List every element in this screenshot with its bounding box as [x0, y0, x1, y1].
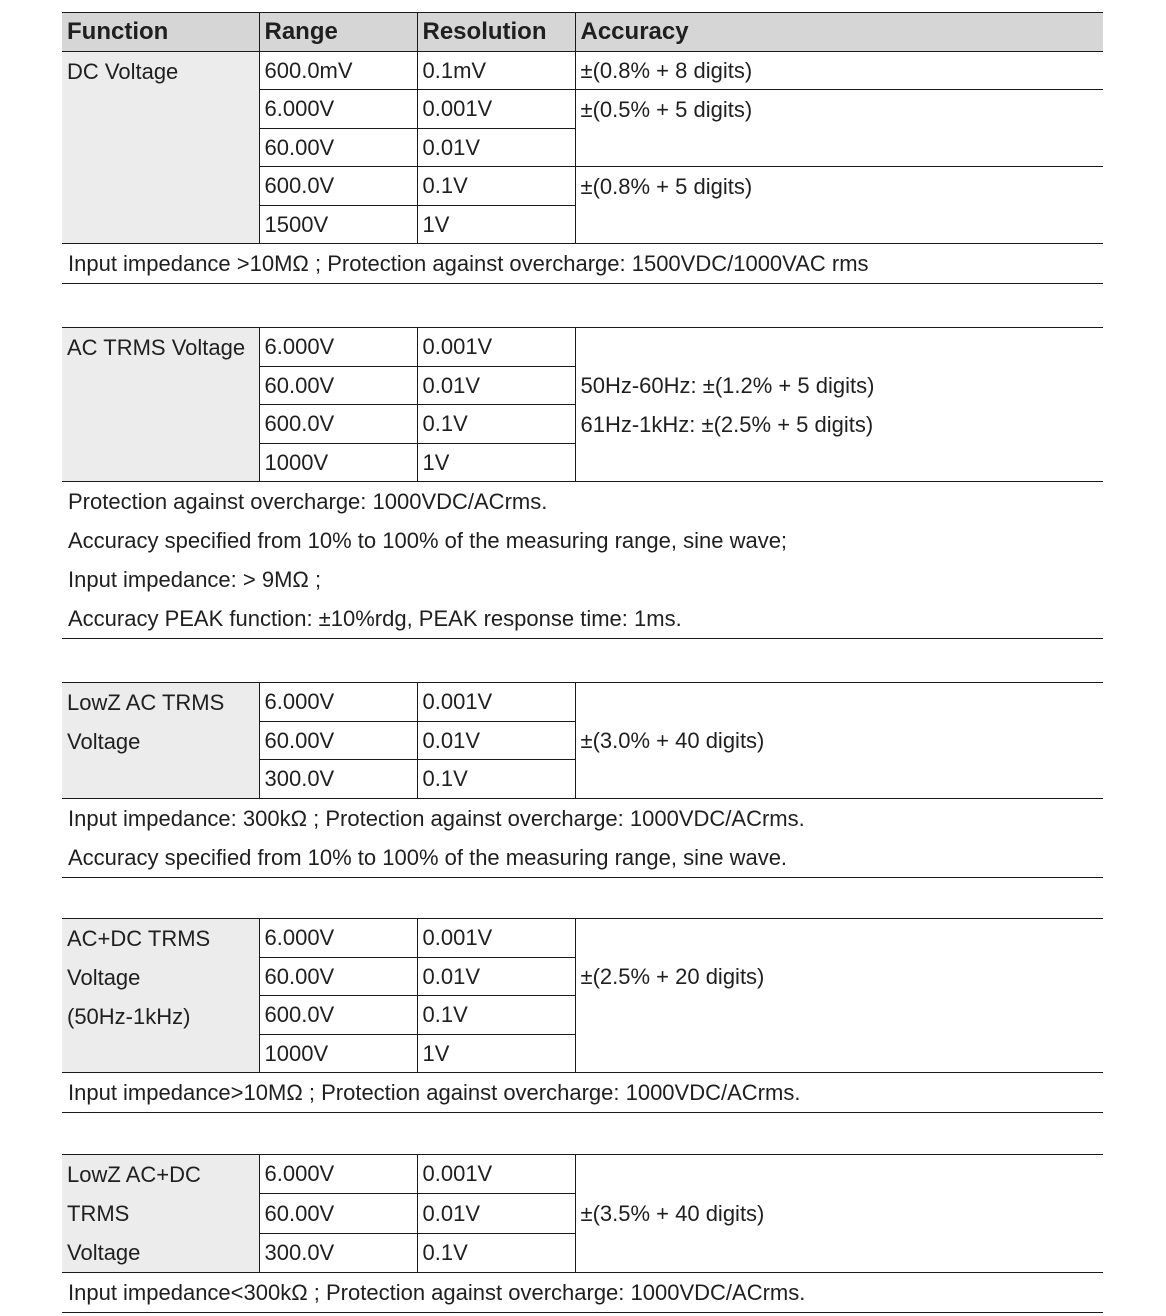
header-function: Function [62, 13, 259, 52]
ac-trms-table [62, 327, 1103, 482]
note-line: Accuracy PEAK function: ±10%rdg, PEAK response time: 1ms. [68, 606, 682, 631]
range-cell: 600.0mV [259, 51, 417, 90]
resolution-cell: 0.1V [417, 760, 575, 799]
accuracy-cell: ±(3.0% + 40 digits) [575, 683, 1103, 799]
lowz-ac-table [62, 682, 1103, 799]
table-row [62, 328, 1103, 367]
resolution-cell: 0.001V [417, 1155, 575, 1194]
resolution-cell: 0.001V [417, 328, 575, 367]
range-cell: 300.0V [259, 1233, 417, 1272]
lowz-acdc-section [62, 1154, 1103, 1313]
table-row [62, 1155, 1103, 1194]
note-line: Input impedance: > 9MΩ ; [68, 567, 322, 592]
resolution-cell: 1V [417, 1034, 575, 1073]
range-cell: 600.0V [259, 996, 417, 1035]
table-header-row [62, 13, 1103, 52]
resolution-cell: 0.001V [417, 683, 575, 722]
accuracy-cell: ±(3.5% + 40 digits) [575, 1155, 1103, 1273]
function-line: AC+DC TRMS [67, 926, 211, 951]
range-cell: 300.0V [259, 760, 417, 799]
resolution-cell: 0.01V [417, 957, 575, 996]
accuracy-cell: ±(0.8% + 8 digits) [575, 51, 1103, 90]
range-cell: 60.00V [259, 721, 417, 760]
resolution-cell: 0.01V [417, 721, 575, 760]
note-line: Input impedance<300kΩ ; Protection against overcharge: 1000VDC/ACrms. [68, 1280, 806, 1305]
dc-voltage-table [62, 12, 1103, 244]
note-line: Protection against overcharge: 1000VDC/ACrms. [68, 489, 548, 514]
resolution-cell: 0.001V [417, 919, 575, 958]
note-line: Input impedance>10MΩ ; Protection against overcharge: 1000VDC/ACrms. [68, 1080, 801, 1105]
accuracy-cell: ±(2.5% + 20 digits) [575, 919, 1103, 1073]
resolution-cell: 1V [417, 205, 575, 244]
range-cell: 60.00V [259, 128, 417, 167]
header-range: Range [259, 13, 417, 52]
range-cell: 6.000V [259, 1155, 417, 1194]
range-cell: 6.000V [259, 328, 417, 367]
table-row [62, 683, 1103, 722]
range-cell: 1000V [259, 1034, 417, 1073]
acdc-trms-section [62, 918, 1103, 1113]
table-row [62, 919, 1103, 958]
accuracy-cell: ±(0.5% + 5 digits) [575, 90, 1103, 167]
range-cell: 1500V [259, 205, 417, 244]
function-cell [62, 683, 259, 799]
function-cell: DC Voltage [62, 51, 259, 244]
range-cell: 6.000V [259, 683, 417, 722]
resolution-cell: 0.1V [417, 405, 575, 444]
function-line: Voltage [67, 1240, 141, 1265]
function-line: Voltage [67, 965, 141, 990]
note-line: Input impedance >10MΩ ; Protection against overcharge: 1500VDC/1000VAC rms [68, 251, 869, 276]
function-line: (50Hz-1kHz) [67, 1004, 191, 1029]
resolution-cell: 0.01V [417, 366, 575, 405]
lowz-acdc-table [62, 1154, 1103, 1273]
resolution-cell: 0.01V [417, 1194, 575, 1233]
header-resolution: Resolution [417, 13, 575, 52]
function-cell [62, 919, 259, 1073]
resolution-cell: 0.001V [417, 90, 575, 129]
table-row [62, 51, 1103, 90]
function-line: LowZ AC+DC TRMS [67, 1162, 201, 1226]
ac-notes [62, 482, 1103, 639]
header-accuracy: Accuracy [575, 13, 1103, 52]
range-cell: 60.00V [259, 957, 417, 996]
range-cell: 600.0V [259, 167, 417, 206]
lowz-ac-section [62, 682, 1103, 878]
resolution-cell: 0.1mV [417, 51, 575, 90]
accuracy-cell: ±(0.8% + 5 digits) [575, 167, 1103, 244]
note-line: Input impedance: 300kΩ ; Protection against overcharge: 1000VDC/ACrms. [68, 805, 805, 831]
resolution-cell: 1V [417, 443, 575, 482]
ac-trms-section [62, 327, 1103, 639]
function-line: Voltage [67, 729, 141, 754]
resolution-cell: 0.01V [417, 128, 575, 167]
resolution-cell: 0.1V [417, 1233, 575, 1272]
dc-voltage-section [62, 12, 1103, 284]
range-cell: 600.0V [259, 405, 417, 444]
dc-notes [62, 244, 1103, 284]
note-line: Accuracy specified from 10% to 100% of the measuring range, sine wave. [68, 844, 788, 870]
lowz-acdc-notes [62, 1273, 1103, 1313]
function-cell [62, 1155, 259, 1273]
resolution-cell: 0.1V [417, 996, 575, 1035]
accuracy-cell [575, 328, 1103, 482]
function-cell: AC TRMS Voltage [62, 328, 259, 482]
acdc-notes [62, 1073, 1103, 1113]
range-cell: 60.00V [259, 1194, 417, 1233]
lowz-notes [62, 799, 1103, 878]
accuracy-line: 50Hz-60Hz: ±(1.2% + 5 digits) [580, 372, 875, 398]
acdc-trms-table [62, 918, 1103, 1073]
resolution-cell: 0.1V [417, 167, 575, 206]
range-cell: 1000V [259, 443, 417, 482]
range-cell: 6.000V [259, 919, 417, 958]
note-line: Accuracy specified from 10% to 100% of the measuring range, sine wave; [68, 528, 788, 553]
range-cell: 60.00V [259, 366, 417, 405]
accuracy-line: 61Hz-1kHz: ±(2.5% + 5 digits) [580, 411, 874, 437]
function-line: LowZ AC TRMS [67, 690, 225, 715]
range-cell: 6.000V [259, 90, 417, 129]
